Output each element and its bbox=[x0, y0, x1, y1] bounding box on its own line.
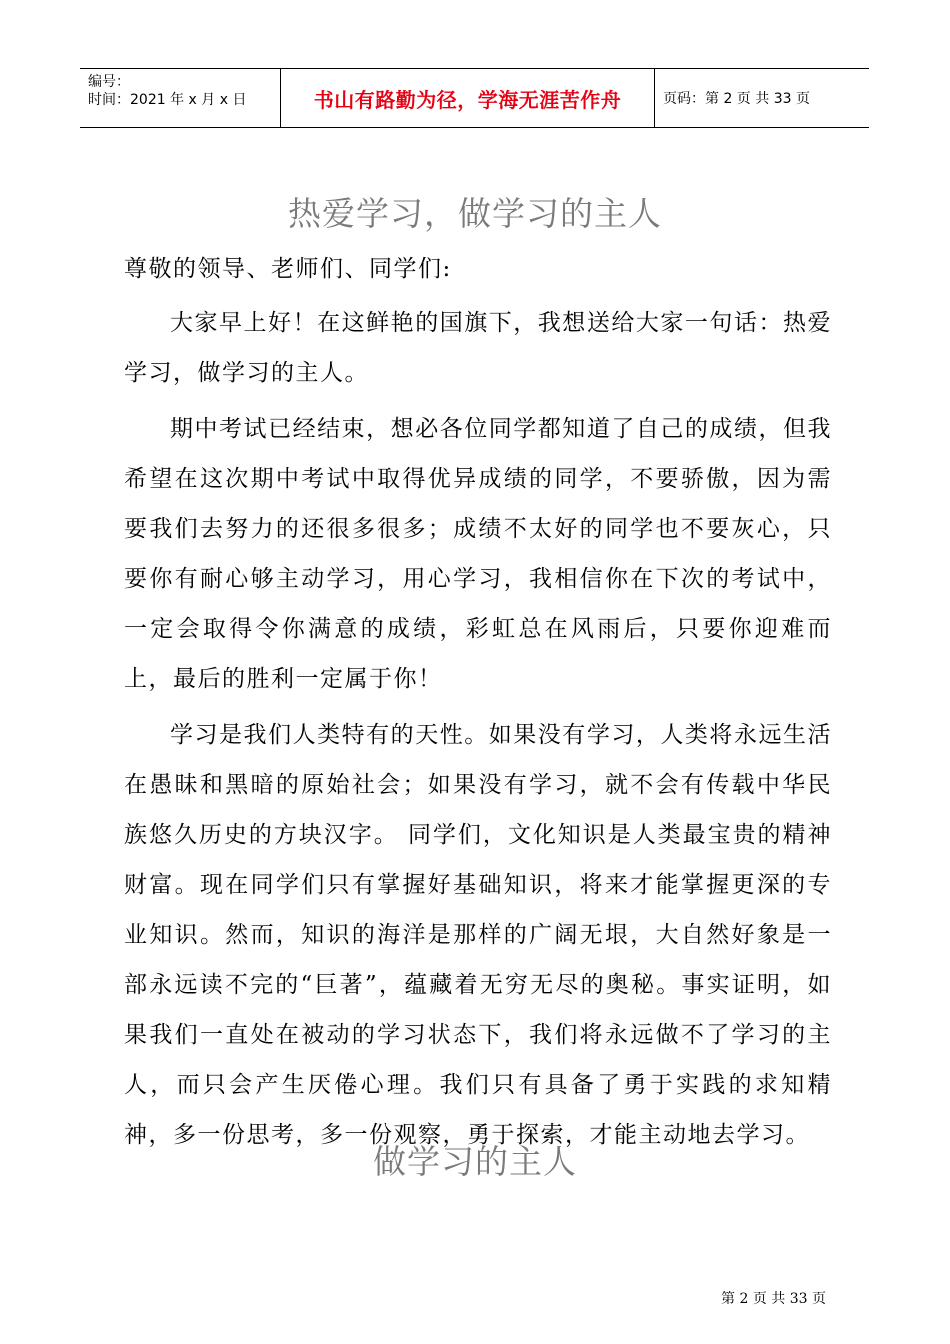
paragraph: 学习是我们人类特有的天性。如果没有学习，人类将永远生活在愚昧和黑暗的原始社会；如果没有学习，就不会有传载中华民族悠久历史的方块汉字。 同学们，文化知识是人类最宝贵的精神财富。现在同学们只有掌握好基础知识，将来才能掌握更深的专业知识。然而，知识的海洋是那样的广阔无垠，大自然好象是一部永远读不完的“巨著”，蕴藏着无穷无尽的奥秘。事实证明，如果我们一直处在被动的学习状态下，我们将永远做不了学习的主人，而只会产生厌倦心理。我们只有具备了勇于实践的求知精神，多一份思考，多一份观察，勇于探索，才能主动地去学习。 bbox=[124, 722, 832, 1148]
document-body bbox=[124, 244, 832, 1166]
page-header bbox=[80, 68, 869, 128]
paragraph: 期中考试已经结束，想必各位同学都知道了自己的成绩，但我希望在这次期中考试中取得优异成绩的同学，不要骄傲，因为需要我们去努力的还很多很多；成绩不太好的同学也不要灰心，只要你有耐心够主动学习，用心学习，我相信你在下次的考试中，一定会取得令你满意的成绩，彩虹总在风雨后，只要你迎难而上，最后的胜利一定属于你！ bbox=[124, 416, 832, 692]
header-page-info: 页码：第 2 页 共 33 页 bbox=[663, 91, 810, 107]
document-subtitle: 做学习的主人 bbox=[373, 1142, 577, 1181]
header-motto: 书山有路勤为径，学海无涯苦作舟 bbox=[281, 69, 655, 127]
salutation: 尊敬的领导、老师们、同学们: bbox=[124, 256, 452, 282]
number-label: 编号： bbox=[88, 74, 130, 90]
page-footer: 第 2 页 共 33 页 bbox=[721, 1291, 826, 1307]
paragraph: 大家早上好！在这鲜艳的国旗下，我想送给大家一句话：热爱学习，做学习的主人。 bbox=[124, 310, 832, 386]
date-label: 时间：2021 年 x 月 x 日 bbox=[88, 92, 247, 108]
header-meta bbox=[80, 69, 281, 127]
document-title: 热爱学习，做学习的主人 bbox=[288, 194, 662, 233]
